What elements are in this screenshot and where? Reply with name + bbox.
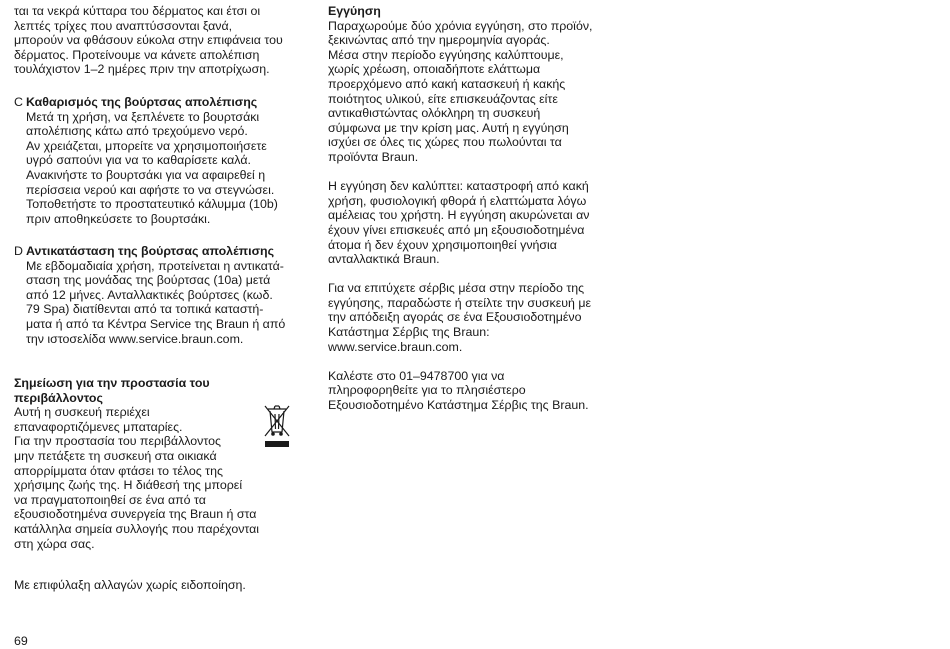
- section-c-line: Αν χρειάζεται, μπορείτε να χρησιμοποιήσετε: [26, 138, 267, 153]
- warranty-line: ξεκινώντας από την ημερομηνία αγοράς.: [328, 33, 550, 48]
- warranty-line: Για να επιτύχετε σέρβις μέσα στην περίοδο της: [328, 281, 585, 296]
- warranty-line: χωρίς χρέωση, οποιαδήποτε ελάττωμα: [328, 62, 541, 77]
- warranty-section: [328, 4, 628, 413]
- warranty-line: πληροφορηθείτε για το πλησιέστερο: [328, 383, 526, 398]
- warranty-line: προϊόντα Braun.: [328, 149, 419, 164]
- section-c-line: απολέπισης κάτω από τρεχούμενο νερό.: [26, 124, 248, 139]
- warranty-title: Εγγύηση: [328, 4, 381, 18]
- environment-title-line: Σημείωση για την προστασία του: [14, 376, 210, 390]
- section-c-letter: C: [14, 95, 23, 109]
- section-d-line: Με εβδομαδιαία χρήση, προτείνεται η αντικατά-: [26, 258, 284, 273]
- section-d-letter: D: [14, 244, 23, 258]
- warranty-line: ανταλλακτικά Braun.: [328, 252, 440, 267]
- section-d-line: 79 Spa) διατίθενται από τα τοπικά καταστή-: [26, 302, 264, 317]
- environment-line: Αυτή η συσκευή περιέχει: [14, 405, 150, 420]
- intro-text: [14, 4, 314, 77]
- page-number: 69: [14, 634, 28, 648]
- section-d-heading: [14, 244, 314, 259]
- warranty-line: Παραχωρούμε δύο χρόνια εγγύηση, στο προϊόν,: [328, 18, 593, 33]
- section-c-title: Καθαρισμός της βούρτσας απολέπισης: [26, 95, 258, 109]
- service-link[interactable]: www.service.braun.com.: [328, 339, 463, 354]
- section-d-body: [14, 259, 314, 347]
- section-d-title: Αντικατάσταση της βούρτσας απολέπισης: [26, 244, 275, 258]
- section-d-line: ματα ή από τα Κέντρα Service της Braun ή από: [26, 316, 286, 331]
- section-d-line: από 12 μήνες. Ανταλλακτικές βούρτσες (κωδ.: [26, 287, 273, 302]
- section-c-line: περίσσεια νερού και αφήστε το να στεγνώσει.: [26, 182, 275, 197]
- warranty-line: εγγύησης, παραδώστε ή στείλτε την συσκευή με: [328, 295, 591, 310]
- environment-line: μην πετάξετε τη συσκευή στα οικιακά: [14, 448, 217, 463]
- warranty-paragraph-3: [328, 281, 628, 354]
- section-d-replacement: [14, 244, 314, 346]
- environment-line: να πραγματοποιηθεί σε ένα από τα: [14, 492, 206, 507]
- environment-title-line: περιβάλλοντος: [14, 390, 103, 405]
- warranty-paragraph-1: [328, 19, 628, 165]
- section-c-line: Μετά τη χρήση, να ξεπλένετε το βουρτσάκι: [26, 109, 260, 124]
- warranty-line: προερχόμενο από κακή κατασκευή ή κακής: [328, 76, 566, 91]
- section-c-body: [14, 110, 314, 227]
- warranty-line: έχουν γίνει επισκευές από μη εξουσιοδοτημένα: [328, 222, 585, 237]
- environment-line: Για την προστασία του περιβάλλοντος: [14, 434, 221, 449]
- warranty-line: αντικαθιστώντας ολόκληρη τη συσκευή: [328, 106, 541, 121]
- intro-line: ται τα νεκρά κύτταρα του δέρματος και έτσι οι: [14, 4, 261, 18]
- environment-line: εξουσιοδοτημένα συνεργεία της Braun ή στα: [14, 507, 257, 522]
- section-c-line: Ανακινήστε το βουρτσάκι για να αφαιρεθεί η: [26, 167, 266, 182]
- warranty-line: την απόδειξη αγοράς σε ένα Εξουσιοδοτημένο: [328, 310, 582, 325]
- warranty-line: Μέσα στην περίοδο εγγύησης καλύπτουμε,: [328, 47, 564, 62]
- section-d-line: σταση της μονάδας της βούρτσας (10a) μετά: [26, 273, 271, 288]
- intro-line: μπορούν να φθάσουν εύκολα στην επιφάνεια του: [14, 33, 283, 48]
- environment-line: επαναφορτιζόμενες μπαταρίες.: [14, 419, 183, 434]
- warranty-line: άτομα ή δεν έχουν χρησιμοποιηθεί γνήσια: [328, 237, 557, 252]
- section-c-heading: [14, 95, 314, 110]
- intro-line: λεπτές τρίχες που αναπτύσσονται ξανά,: [14, 18, 233, 33]
- environment-line: χρήσιμης ζωής της. Η διάθεσή της μπορεί: [14, 478, 243, 493]
- warranty-line: Κατάστημα Σέρβις της Braun:: [328, 325, 490, 340]
- warranty-line: ισχύει σε όλες τις χώρες που πωλούνται τα: [328, 135, 562, 150]
- section-c-line: υγρό σαπούνι για να το καθαρίσετε καλά.: [26, 153, 251, 168]
- warranty-paragraph-2: [328, 179, 628, 267]
- section-d-line: την ιστοσελίδα www.service.braun.com.: [26, 331, 244, 346]
- crossed-out-wheelie-bin-icon: [262, 402, 292, 450]
- warranty-line: ποιότητος υλικού, είτε επισκευάζοντας είτε: [328, 91, 558, 106]
- warranty-line: σύμφωνα με την κρίση μας. Αυτή η εγγύηση: [328, 120, 569, 135]
- environment-line: στη χώρα σας.: [14, 536, 95, 551]
- warranty-paragraph-4: [328, 369, 628, 413]
- disclaimer-text: Με επιφύλαξη αλλαγών χωρίς ειδοποίηση.: [14, 578, 246, 592]
- section-c-line: πριν αποθηκεύσετε το βουρτσάκι.: [26, 211, 211, 226]
- section-c-line: Τοποθετήστε το προστατευτικό κάλυμμα (10b): [26, 197, 278, 212]
- intro-line: τουλάχιστον 1–2 ημέρες πριν την αποτρίχωση.: [14, 62, 270, 77]
- environment-line: κατάλληλα σημεία συλλογής που παρέχονται: [14, 521, 260, 536]
- intro-line: δέρματος. Προτείνουμε να κάνετε απολέπιση: [14, 47, 260, 62]
- warranty-line: Η εγγύηση δεν καλύπτει: καταστροφή από κακή: [328, 179, 589, 194]
- disclaimer: [14, 578, 314, 593]
- environment-line: απορρίμματα όταν φτάσει το τέλος της: [14, 463, 223, 478]
- warranty-line: αμέλειας του χρήστη. Η εγγύηση ακυρώνεται αν: [328, 208, 590, 223]
- warranty-line: χρήση, φυσιολογική φθορά ή ελαττώματα λόγω: [328, 193, 587, 208]
- warranty-line: Εξουσιοδοτημένο Κατάστημα Σέρβις της Braun.: [328, 398, 589, 413]
- warranty-line: Καλέστε στο 01–9478700 για να: [328, 368, 505, 383]
- section-c-cleaning: [14, 95, 314, 226]
